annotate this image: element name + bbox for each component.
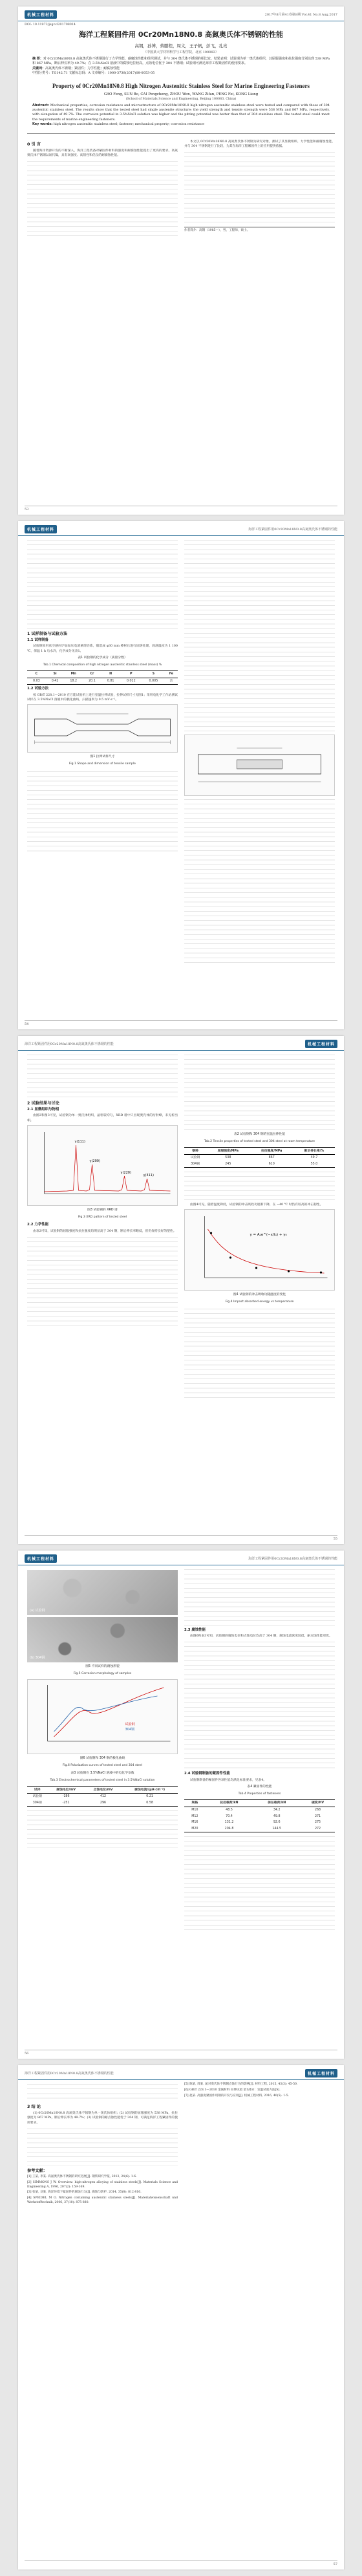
page-5 — [18, 2065, 344, 2570]
table-2 — [184, 1147, 335, 1168]
table-cell: 204.8 — [224, 1827, 234, 1830]
table-cell: 18.2 — [70, 679, 78, 683]
peak-label: γ(200) — [89, 1159, 100, 1163]
table-row — [27, 678, 178, 685]
figure-4-caption: 图4 试验钢的冲击吸收功随温度的变化 — [233, 1293, 286, 1296]
table-cell: 304钢 — [32, 1801, 42, 1805]
paragraph: 由表2可知，试验钢的屈服强度和抗拉强度均明显高于 304 钢，断后伸长率略低，但仍保持良好的塑性。 — [33, 1229, 176, 1233]
abstract-en-text: Mechanical properties, corrosion resistance and microstructure of 0Cr20Mn18N0.8 high nitrogen austenitic stainless steel were tested and compared with those of 304 austenitic stainless steel. The results show that the tested steel had single austenite structure; the yield strength and tensile strength were 538 MPa and 867 MPa, respectively, with elongation of 49.7%. The corrosion potential in 3.5%NaCl solution was higher and the pitting potential was better than that of 304 stainless steel. The tested steel could meet the requirements of marine engineering fasteners. — [32, 103, 330, 122]
micrograph-label: (a) 试验钢 — [30, 1608, 45, 1613]
journal-header — [18, 6, 344, 21]
table-cell: 92.6 — [273, 1821, 281, 1825]
table-header-row — [184, 1800, 335, 1807]
page-footer — [25, 2560, 337, 2566]
table-cell: M10 — [191, 1808, 198, 1812]
body-columns — [18, 1565, 344, 1935]
table-cell: 49.7 — [310, 1156, 318, 1160]
table-cell: 0.03 — [33, 679, 40, 683]
table-cell: 304钢 — [191, 1162, 200, 1166]
table-cell: -186 — [62, 1795, 70, 1799]
legend-label: 试验钢 — [125, 1723, 135, 1727]
table-cell: 0.21 — [146, 1795, 153, 1799]
authors-en: GAO Feng, SUN Bo, CAI Pengcheng, ZHOU Wen, WANG Zifan, PENG Fei, KONG Liang — [103, 92, 259, 96]
title-en: Property of 0Cr20Mn18N0.8 High Nitrogen Austenitic Stainless Steel for Marine Engineering Fasteners — [52, 82, 310, 89]
table-header-cell: 规格 — [191, 1801, 198, 1805]
table-header-cell: 抗拉载荷/kN — [220, 1801, 239, 1805]
table-cell: 55.0 — [310, 1162, 318, 1166]
section-heading-2-1: 2.1 显微组织与物相 — [27, 1108, 59, 1112]
keywords-en-label: Key words: — [32, 122, 53, 127]
table-cell: 271 — [314, 1814, 321, 1818]
body-columns — [18, 1051, 344, 1401]
page-footer — [25, 2050, 337, 2055]
paragraph: 试验钢采用真空感应炉加加压电渣重熔冶炼，锻造成 φ30 mm 棒材后进行固溶处理，固溶温度为 1 100 ℃，保温 1 h 后水冷，化学成分见表1。 — [27, 645, 178, 653]
page-footer — [25, 1020, 337, 1026]
reference-item: [6] GB/T 228.1—2010 金属材料 拉伸试验 第1部分：室温试验方法[S]. — [184, 2088, 281, 2092]
table-header-cell: 钢种 — [192, 1149, 198, 1153]
journal-logo: 机械工程材料 — [305, 2069, 337, 2077]
peak-label: γ(220) — [120, 1170, 131, 1175]
peak-label: γ(311) — [143, 1173, 154, 1177]
page-3 — [18, 1036, 344, 1544]
table-header-cell: 保证载荷/kN — [268, 1801, 286, 1805]
journal-logo: 机械工程材料 — [25, 525, 57, 533]
page-number: 55 — [333, 1537, 337, 1541]
body-columns — [18, 2080, 344, 2209]
text-block — [184, 798, 335, 966]
table-row — [184, 1813, 335, 1819]
paragraph: 由图4可见，随着温度降低，试验钢的冲击吸收功逐渐下降，在 −40 ℃ 时仍有较高的冲击韧性。 — [190, 1203, 323, 1207]
figure-1-caption: 图1 拉伸试样尺寸 — [90, 755, 115, 759]
table-cell: 20.1 — [89, 679, 96, 683]
table-2-caption-en: Tab.2 Tensile properties of tested steel and 304 steel at room temperature — [204, 1140, 315, 1144]
column-right — [184, 140, 335, 238]
figure-3-caption: 图3 试验钢的 XRD 谱 — [87, 1208, 118, 1212]
page-number: 57 — [333, 2562, 337, 2566]
table-cell: M20 — [191, 1827, 198, 1830]
table-header-cell: Fe — [169, 672, 174, 676]
table-cell: -251 — [62, 1801, 70, 1805]
table-cell: 48.5 — [226, 1808, 233, 1812]
figure-6-polarization — [27, 1679, 178, 1754]
paragraph: 试验钢制备的紧固件各项性能均满足标准要求，见表4。 — [190, 1778, 267, 1782]
table-cell: 0.005 — [149, 679, 158, 683]
text-block — [184, 1640, 335, 1770]
figure-5-caption-en: Fig.5 Corrosion morphology of samples — [73, 1672, 132, 1676]
abstract-cn — [18, 54, 344, 79]
text-block — [27, 2083, 178, 2102]
abstract-cn-text: 对 0Cr20Mn18N0.8 高氮奥氏体不锈钢进行了力学性能、耐腐蚀性能和组织测试，并与 304 奥氏体不锈钢的相比较。结果表明：试验钢为单一奥氏体组织，其屈服强度和抗拉强度分别达到 538 MPa 和 867 MPa，断后伸长率为 49.7%；在 3.5%NaCl 溶液中的腐蚀电位较高，点蚀电位优于 304 不锈钢；试验钢可满足海洋工程紧固件的使用要求。 — [32, 57, 330, 66]
table-header-cell: 腐蚀电流/(μA·cm⁻²) — [134, 1788, 165, 1792]
reference-item: [2] SIMMONS J W. Overview: high-nitrogen alloying of stainless steels[J]. Materials Science and Engineering A, 1996, 207(2): 159-169. — [27, 2180, 178, 2189]
table-row — [184, 1819, 335, 1826]
text-block — [27, 2127, 178, 2166]
column-right — [184, 1053, 335, 1398]
table-1-caption: 表1 试验钢的化学成分（质量分数） — [78, 656, 127, 660]
abstract-en-label: Abstract: — [32, 103, 50, 107]
figure-3-xrd — [27, 1125, 178, 1206]
title-cn: 海洋工程紧固件用 0Cr20Mn18N0.8 高氮奥氏体不锈钢的性能 — [79, 30, 283, 39]
paragraph: 按 GB/T 228.1—2010 在万能试验机上进行室温拉伸试验，拉伸试样尺寸见图1；采用电化学工作站测试试样在 3.5%NaCl 溶液中的极化曲线，扫描速率为 0.5 mV·s⁻¹。 — [27, 693, 178, 702]
paragraph: 由图6和表3可知，试验钢的腐蚀电位和点蚀电位均高于 304 钢，腐蚀电流密度较低，耐点蚀性能更优。 — [190, 1635, 332, 1638]
reference-item: [5] 陈某, 周某. 氮对奥氏体不锈钢点蚀行为的影响[J]. 材料工程, 2015, 43(3): 45-50. — [184, 2083, 298, 2086]
table-cell: M16 — [191, 1821, 198, 1825]
table-header-row — [27, 1787, 178, 1794]
table-cell: 49.8 — [273, 1814, 281, 1818]
section-heading-1: 1 试样制备与试验方法 — [27, 632, 68, 636]
text-block — [184, 1053, 335, 1131]
column-left — [27, 140, 178, 238]
text-block — [184, 539, 335, 733]
table-header-row — [27, 671, 178, 678]
section-heading-intro: 0 引 言 — [27, 142, 41, 147]
table-cell: 试验钢 — [32, 1795, 42, 1799]
text-block — [27, 1236, 178, 1326]
text-block — [27, 160, 178, 237]
page-footer — [25, 1535, 337, 1541]
figure-6-caption-en: Fig.6 Polarization curves of tested steel and 304 steel — [62, 1763, 143, 1767]
table-cell: 0.58 — [146, 1801, 153, 1805]
page-2 — [18, 521, 344, 1029]
figure-1-tensile-sample — [27, 704, 178, 753]
table-header-cell: Cr — [90, 672, 94, 676]
body-columns — [18, 137, 344, 241]
table-row — [184, 1154, 335, 1161]
table-header-row — [184, 1148, 335, 1155]
figure-4-caption-en: Fig.4 Impact absorbed energy vs temperature — [225, 1300, 294, 1304]
table-header-cell: S — [152, 672, 155, 676]
figure-6-caption: 图6 试验钢和 304 钢的极化曲线 — [80, 1756, 125, 1760]
page-1 — [18, 6, 344, 515]
table-1 — [27, 671, 178, 685]
reference-list — [184, 2083, 335, 2098]
running-header — [18, 521, 344, 536]
affiliation-cn: （中国某大学材料科学与工程学院，北京 100083） — [144, 50, 218, 54]
figure-1-sample-photo — [184, 735, 335, 796]
divider — [27, 133, 335, 134]
table-header-cell: 抗拉强度/MPa — [261, 1149, 282, 1153]
table-header-cell: Si — [53, 672, 57, 676]
page-4 — [18, 1551, 344, 2059]
page-footer — [25, 506, 337, 511]
section-heading-1-2: 1.2 试验方法 — [27, 687, 48, 691]
reference-item: [4] SPEIDEL M O. Nitrogen containing austenitic stainless steels[J]. Materialwissenschaft und Werkstofftechnik, 2006, 37(10): 875-880. — [27, 2196, 178, 2204]
table-row — [184, 1807, 335, 1813]
page-number: 54 — [25, 1022, 29, 1026]
text-block — [27, 1809, 178, 1848]
keywords-cn-label: 关键词： — [32, 66, 46, 70]
xrd-plot — [28, 1126, 177, 1203]
running-header — [18, 1036, 344, 1051]
reference-item: [1] 王某, 李某. 高氮奥氏体不锈钢的研究进展[J]. 钢铁研究学报, 2012, 24(6): 1-6. — [27, 2175, 137, 2179]
table-2-caption: 表2 试验钢和 304 钢的室温拉伸性能 — [233, 1133, 286, 1136]
table-cell: 275 — [314, 1821, 321, 1825]
paragraph: (1) 0Cr20Mn18N0.8 高氮奥氏体不锈钢为单一奥氏体组织；(2) 试验钢的屈服强度为 538 MPa，抗拉强度为 867 MPa，断后伸长率为 49.7%；(3) 试验钢的耐点蚀性能优于 304 钢，可满足海洋工程紧固件的使用要求。 — [27, 2112, 178, 2125]
figure-1-caption-en: Fig.1 Shape and dimension of tensile sample — [69, 762, 136, 766]
micrograph-a — [27, 1570, 178, 1615]
paragraph: 本文以 0Cr20Mn18N0.8 高氮奥氏体不锈钢为研究对象，测试了其显微组织、力学性能和耐腐蚀性能，并与 304 不锈钢进行了比较，为其在海洋工程紧固件上的应用提供依据。 — [184, 140, 335, 148]
table-row — [27, 1800, 178, 1807]
affiliation-en: (School of Materials Science and Engineering, Beijing 100083, China) — [125, 97, 237, 101]
text-block — [27, 1053, 178, 1099]
table-cell: 70.4 — [226, 1814, 233, 1818]
text-block — [184, 1170, 335, 1203]
section-heading-2-2: 2.2 力学性能 — [27, 1223, 48, 1227]
micrograph-label: (b) 304钢 — [30, 1655, 45, 1660]
table-3-caption: 表3 试验钢在 3.5%NaCl 溶液中的电化学参数 — [70, 1772, 134, 1776]
section-heading-3: 3 结 论 — [27, 2105, 41, 2109]
paragraph: 随着海洋资源开发的不断深入，海洋工程装备对紧固件材料的强度和耐腐蚀性能提出了更高的要求。高氮奥氏体不锈钢以氮代镍，具有高强度、高韧性和优良的耐腐蚀性能。 — [27, 149, 178, 158]
figure-3-caption-en: Fig.3 XRD pattern of tested steel — [78, 1216, 127, 1219]
column-right — [184, 539, 335, 966]
table-header-cell: N — [109, 672, 112, 676]
table-4 — [184, 1799, 335, 1832]
body-columns — [18, 536, 344, 969]
abstract-cn-label: 摘 要： — [32, 57, 43, 61]
table-cell: 34.2 — [273, 1808, 281, 1812]
table-header-cell: 点蚀电位/mV — [93, 1788, 113, 1792]
column-left — [27, 2083, 178, 2207]
table-cell: 272 — [314, 1827, 321, 1830]
section-heading-2-3: 2.3 腐蚀性能 — [184, 1628, 206, 1632]
keywords-cn: 高氮奥氏体不锈钢；紧固件；力学性能；耐腐蚀性能 — [45, 66, 120, 70]
table-header-cell: 屈服强度/MPa — [217, 1149, 239, 1153]
running-header — [18, 2065, 344, 2080]
column-left — [27, 539, 178, 966]
section-heading-1-1: 1.1 试样制备 — [27, 638, 48, 643]
table-row — [27, 1794, 178, 1800]
text-block — [184, 1568, 335, 1626]
table-cell: 296 — [100, 1801, 107, 1805]
running-title: 海洋工程紧固件用0Cr20Mn18N0.8高氮奥氏体不锈钢的性能 — [248, 528, 337, 531]
table-4-caption: 表4 紧固件的性能 — [247, 1785, 272, 1788]
column-left — [27, 1053, 178, 1398]
journal-logo: 机械工程材料 — [305, 1040, 337, 1048]
table-4-caption-en: Tab.4 Properties of fasteners — [238, 1792, 281, 1796]
column-left — [27, 1568, 178, 1932]
abstract-en — [18, 101, 344, 130]
journal-logo: 机械工程材料 — [25, 10, 57, 19]
figure-4-impact-curve — [184, 1209, 335, 1290]
paragraph: 由图2和图3可见，试验钢为单一奥氏体组织，晶粒较均匀，XRD 谱中只出现奥氏体的衍射峰，未见析出相。 — [27, 1114, 178, 1122]
table-row — [184, 1826, 335, 1832]
page-number: 56 — [25, 2052, 29, 2055]
column-right — [184, 1568, 335, 1932]
author-note: 作者简介：高钢（1985—），男，工程师，硕士。 — [184, 227, 335, 233]
table-header-cell: 硬度/HV — [311, 1801, 325, 1805]
table-cell: 412 — [100, 1795, 107, 1799]
section-heading-2-4: 2.4 试验钢制备的紧固件性能 — [184, 1772, 230, 1776]
figure-5-caption: 图5 不同试样的腐蚀形貌 — [85, 1665, 120, 1668]
running-title: 海洋工程紧固件用0Cr20Mn18N0.8高氮奥氏体不锈钢的性能 — [25, 2072, 114, 2076]
table-cell: 131.2 — [224, 1821, 234, 1825]
column-right — [184, 2083, 335, 2207]
table-header-cell: 腐蚀电位/mV — [56, 1788, 76, 1792]
table-cell: 0.42 — [51, 679, 59, 683]
table-3 — [27, 1786, 178, 1807]
table-header-cell: P — [129, 672, 133, 676]
sample-dimension-drawing — [185, 735, 334, 793]
table-cell: 0.012 — [126, 679, 136, 683]
text-block — [27, 539, 178, 629]
running-title: 海洋工程紧固件用0Cr20Mn18N0.8高氮奥氏体不锈钢的性能 — [25, 1042, 114, 1046]
table-cell: 538 — [225, 1156, 231, 1160]
fit-formula: y = A₁e^(−x/t₁) + y₀ — [250, 1233, 287, 1238]
table-header-cell: 断后伸长率/% — [304, 1149, 325, 1153]
table-cell: 867 — [268, 1156, 275, 1160]
table-3-caption-en: Tab.3 Electrochemical parameters of tested steel in 3.5%NaCl solution — [50, 1779, 155, 1783]
impact-energy-plot — [185, 1210, 334, 1287]
journal-issue-line: 2017年8月第41卷第8期 Vol.41 No.8 Aug.2017 — [264, 13, 337, 17]
table-cell: 0.81 — [107, 679, 114, 683]
text-block — [184, 1307, 335, 1398]
table-cell: M12 — [191, 1814, 198, 1818]
text-block — [184, 151, 335, 227]
table-header-cell: Mn — [70, 672, 76, 676]
table-cell: 试验钢 — [190, 1156, 200, 1160]
journal-logo: 机械工程材料 — [25, 1554, 57, 1563]
running-title: 海洋工程紧固件用0Cr20Mn18N0.8高氮奥氏体不锈钢的性能 — [248, 1557, 337, 1561]
tensile-sample-drawing — [28, 705, 177, 750]
table-cell: 245 — [225, 1162, 231, 1166]
authors-cn: 高钢，孙博，蔡鹏程，周文，王子帆，彭飞，孔亮 — [134, 43, 228, 48]
keywords-en: high nitrogen austenitic stainless steel; fastener; mechanical property; corrosion resistance — [53, 122, 205, 127]
table-header-cell: C — [35, 672, 38, 676]
references-heading: 参考文献： — [27, 2168, 47, 2173]
table-cell: 144.5 — [272, 1827, 282, 1830]
page-number: 53 — [25, 508, 29, 511]
table-cell: 268 — [314, 1808, 321, 1812]
table-1-caption-en: Tab.1 Chemical composition of high nitrogen austenitic stainless steel (mass) % — [43, 663, 162, 667]
table-cell: 余 — [169, 679, 173, 683]
polarization-plot — [28, 1680, 177, 1751]
reference-item: [7] 赵某. 高强度紧固件用钢的开发与应用[J]. 机械工程材料, 2016, 40(5): 1-5. — [184, 2094, 290, 2098]
reference-item: [3] 张某, 刘某. 海洋环境下紧固件的腐蚀行为[J]. 腐蚀与防护, 2014, 35(8): 812-816. — [27, 2191, 142, 2195]
legend-label: 304钢 — [125, 1728, 135, 1732]
table-cell: 610 — [268, 1162, 275, 1166]
classification-cn: 中图分类号：TG142.71 文献标志码：A 文章编号：1000-3738(2017)08-0053-05 — [32, 71, 155, 76]
table-row — [184, 1161, 335, 1168]
running-header — [18, 1551, 344, 1565]
micrograph-b — [27, 1617, 178, 1662]
section-heading-2: 2 试验结果与讨论 — [27, 1101, 59, 1106]
table-header-cell: 试样 — [34, 1788, 41, 1792]
doi: DOI: 10.11973/jxgccl201708014 — [25, 23, 76, 27]
text-block — [184, 1835, 335, 1932]
peak-label: γ(111) — [74, 1139, 85, 1144]
reference-list — [27, 2175, 178, 2206]
text-block — [27, 770, 178, 854]
